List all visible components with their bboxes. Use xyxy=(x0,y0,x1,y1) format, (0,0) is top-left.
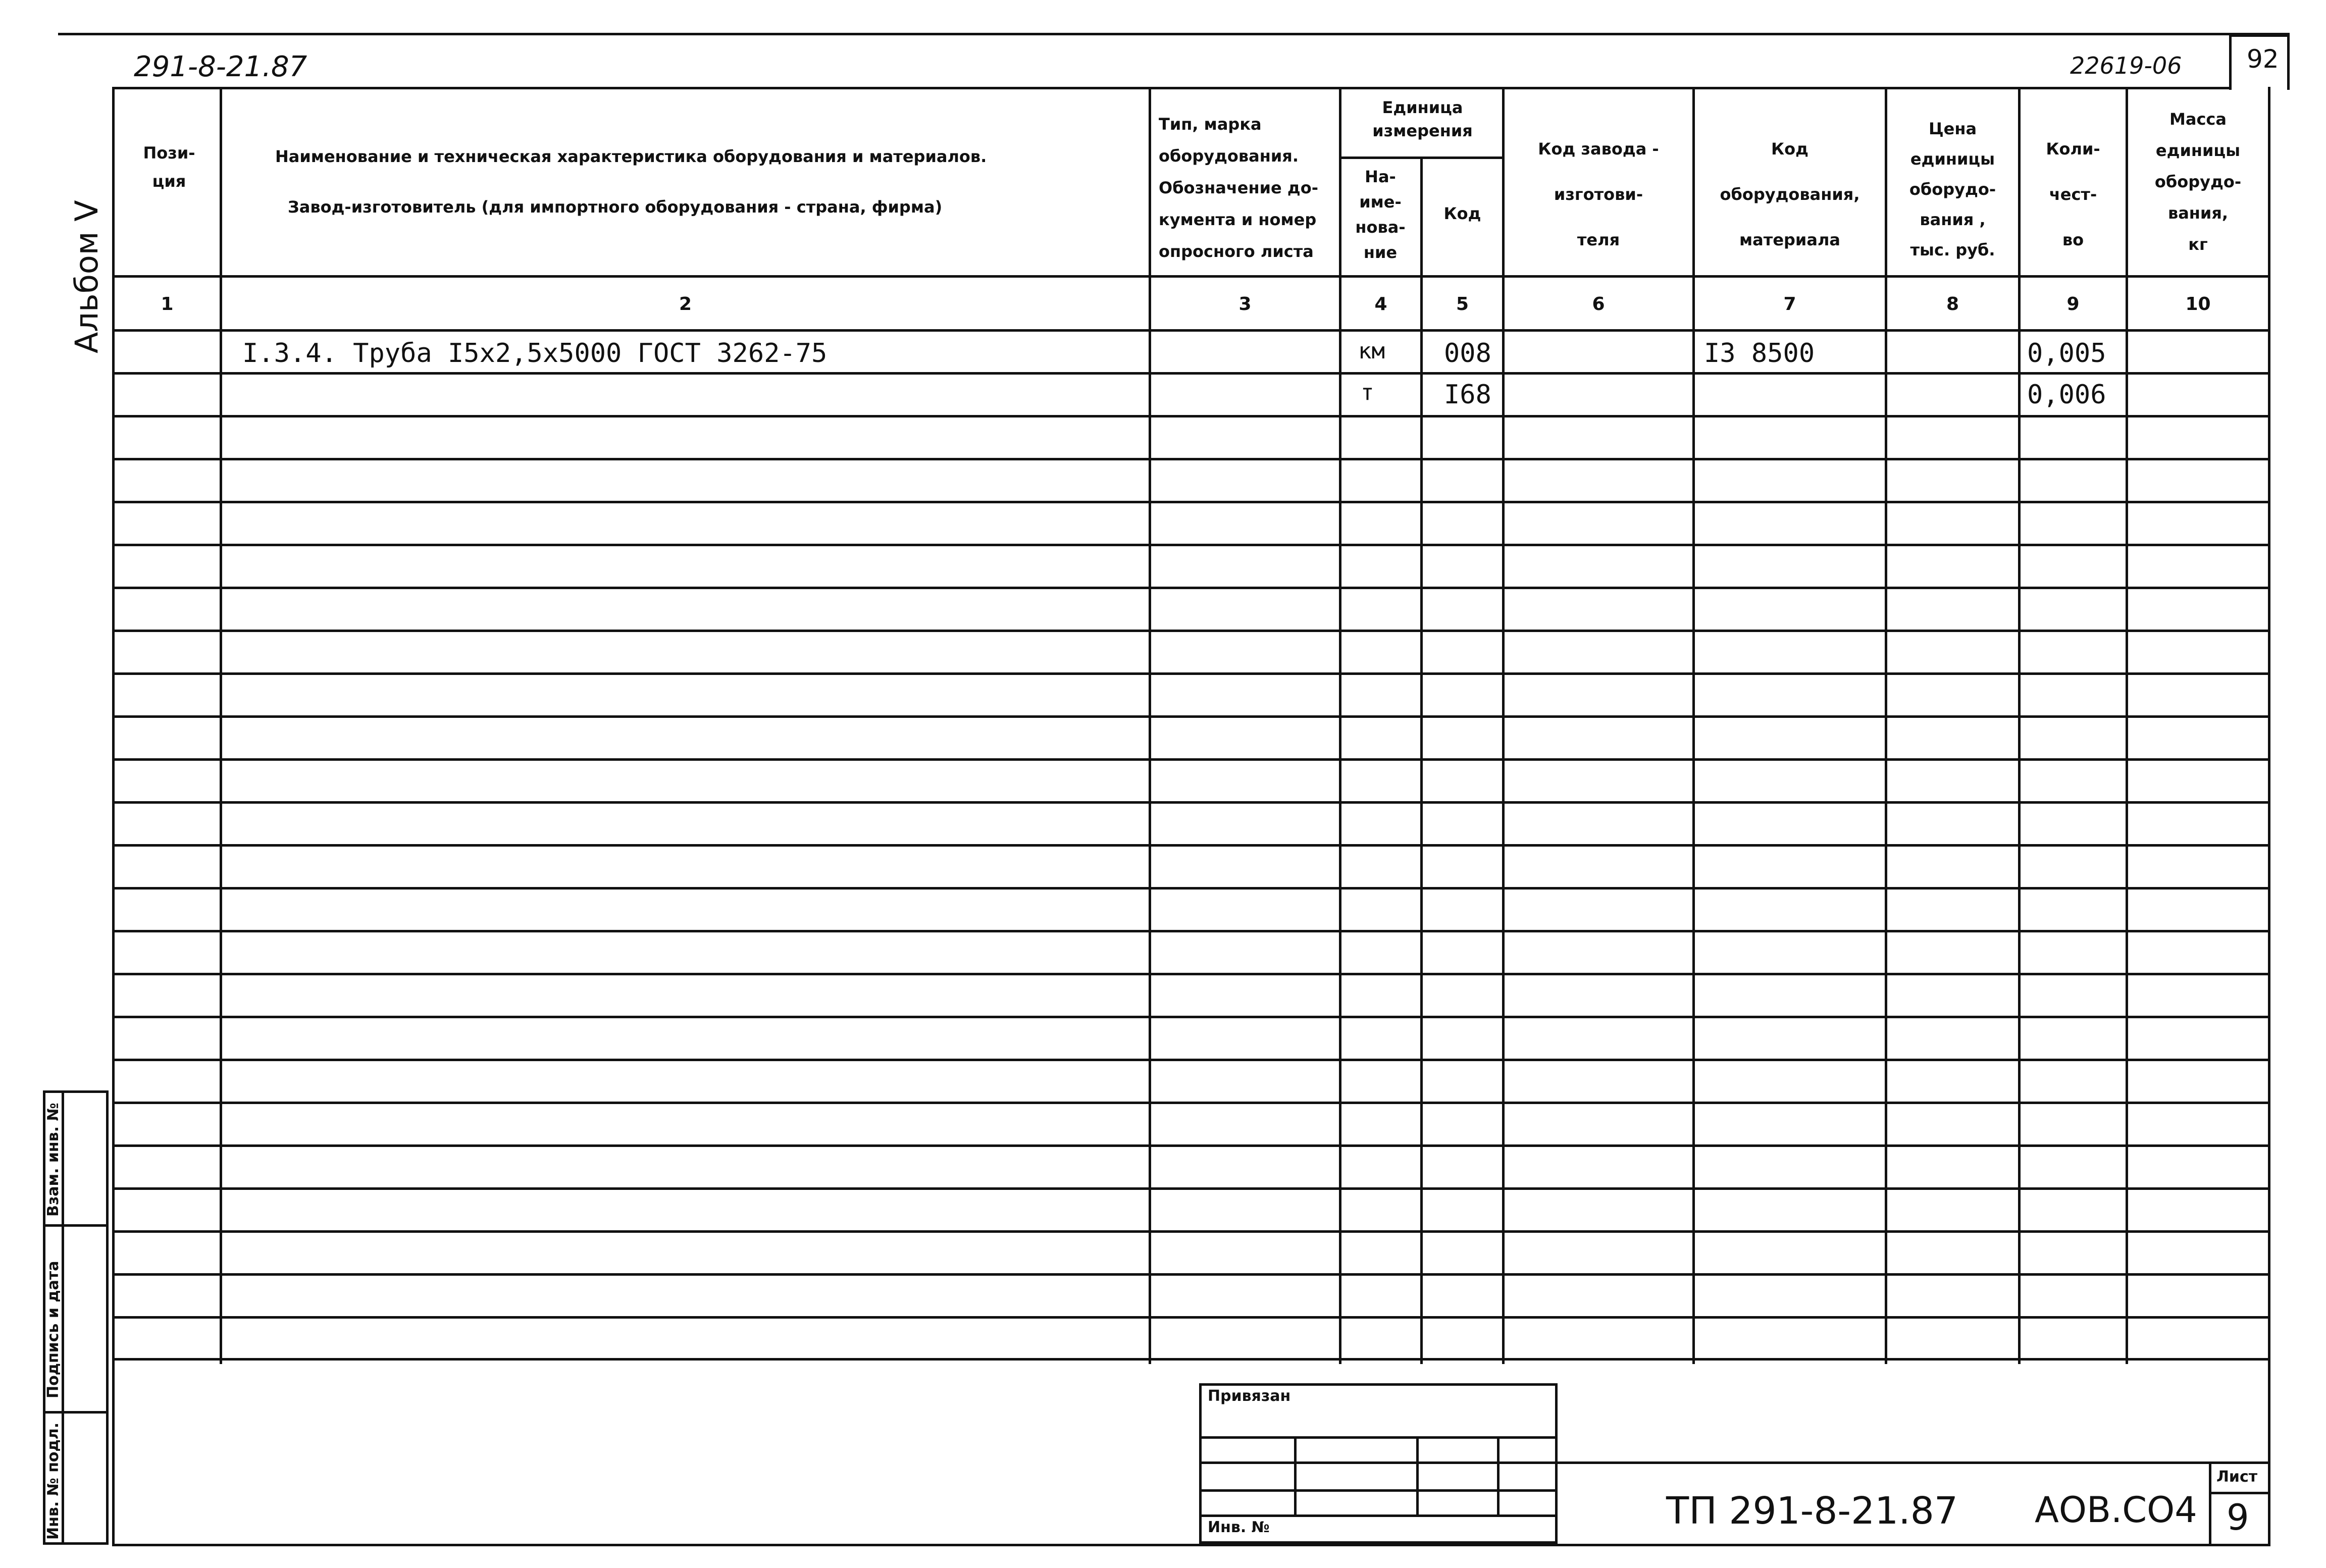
doc-code: ТП 291-8-21.87 xyxy=(1666,1489,1958,1533)
privyazan-h1 xyxy=(1199,1436,1558,1439)
row2-unit-code: I68 xyxy=(1444,380,1491,410)
page-number: 92 xyxy=(2247,44,2279,74)
row2-quantity: 0,006 xyxy=(2027,380,2106,410)
sheet-box-divider xyxy=(2209,1492,2270,1494)
privyazan-h2 xyxy=(1199,1461,1558,1464)
colnum-3: 3 xyxy=(1238,294,1252,315)
top-border xyxy=(58,33,2290,35)
privyazan-h4 xyxy=(1199,1514,1558,1517)
album-label: Альбом V xyxy=(68,200,105,353)
header-mass: Масса единицы оборудо- вания, кг xyxy=(2154,110,2242,254)
header-factory-code: Код завода - изготови- теля xyxy=(1538,139,1659,249)
col-line-6 xyxy=(1692,87,1695,1364)
col-line-5 xyxy=(1502,87,1505,1364)
grid-bottom-line xyxy=(112,1358,2270,1361)
privyazan-v2 xyxy=(1416,1436,1419,1514)
col-line-2 xyxy=(1149,87,1151,1364)
header-name: Наименование и техническая характеристика оборудования и материалов. Завод-изготовитель (для импортного оборудования - страна, фирма) xyxy=(275,147,987,217)
colnum-bottom-line xyxy=(112,329,2270,332)
colnum-7: 7 xyxy=(1783,294,1796,315)
side-inv-podl: Инв. № подл. xyxy=(44,1422,62,1540)
header-material-code: Код оборудования, материала xyxy=(1720,139,1860,249)
col-line-8 xyxy=(2018,87,2021,1364)
col-line-3 xyxy=(1339,87,1341,1364)
frame-bottom xyxy=(112,1544,2270,1546)
inv-no-label: Инв. № xyxy=(1208,1519,1270,1536)
header-unit-code: Код xyxy=(1443,204,1481,223)
colnum-2: 2 xyxy=(679,294,692,315)
sheet-code: АОВ.СО4 xyxy=(2035,1489,2197,1531)
colnum-8: 8 xyxy=(1946,294,1959,315)
colnum-9: 9 xyxy=(2066,294,2080,315)
header-type: Тип, марка оборудования. Обозначение до- кумента и номер опросного листа xyxy=(1159,115,1318,261)
row1-quantity: 0,005 xyxy=(2027,338,2106,369)
archive-number: 22619-06 xyxy=(2070,52,2182,79)
col-line-9 xyxy=(2126,87,2128,1364)
header-quantity: Коли- чест- во xyxy=(2046,139,2100,249)
row1-name: I.3.4. Труба I5x2,5x5000 ГОСТ 3262-75 xyxy=(242,338,828,369)
row1-unit-code: 008 xyxy=(1444,338,1491,369)
header-underline xyxy=(114,87,2229,89)
sheet-label: Лист xyxy=(2216,1468,2258,1486)
privyazan-label: Привязан xyxy=(1208,1387,1291,1405)
col-line-7 xyxy=(1885,87,1887,1364)
side-stamp-sep-1 xyxy=(43,1224,109,1227)
title-block-top xyxy=(1558,1461,2209,1464)
row2-unit-name: т xyxy=(1361,380,1374,405)
side-podpis-data: Подпись и дата xyxy=(44,1261,62,1398)
frame-right xyxy=(2268,87,2270,1546)
colnum-6: 6 xyxy=(1592,294,1605,315)
header-price: Цена единицы оборудо- вания , тыс. руб. xyxy=(1909,119,1996,259)
page-number-box xyxy=(2229,34,2290,90)
col-line-1 xyxy=(220,87,222,1364)
header-unit-group: Единица измерения xyxy=(1372,98,1473,140)
header-unit-name: На- име- нова- ние xyxy=(1355,167,1406,262)
colnum-5: 5 xyxy=(1456,294,1469,315)
header-bottom-line xyxy=(112,275,2270,278)
unit-subheader-line xyxy=(1339,156,1505,159)
privyazan-h3 xyxy=(1199,1489,1558,1492)
doc-code-top: 291-8-21.87 xyxy=(134,50,307,83)
row1-material-code: I3 8500 xyxy=(1704,338,1815,369)
privyazan-v3 xyxy=(1497,1436,1500,1514)
sheet-number: 9 xyxy=(2227,1497,2249,1538)
colnum-4: 4 xyxy=(1374,294,1387,315)
side-stamp-sep-2 xyxy=(43,1411,109,1414)
colnum-10: 10 xyxy=(2185,294,2211,315)
privyazan-v1 xyxy=(1294,1436,1297,1514)
side-vzam-inv: Взам. инв. № xyxy=(44,1103,62,1217)
colnum-1: 1 xyxy=(161,294,174,315)
row1-unit-name: км xyxy=(1358,338,1385,364)
header-position: Пози- ция xyxy=(143,143,195,191)
